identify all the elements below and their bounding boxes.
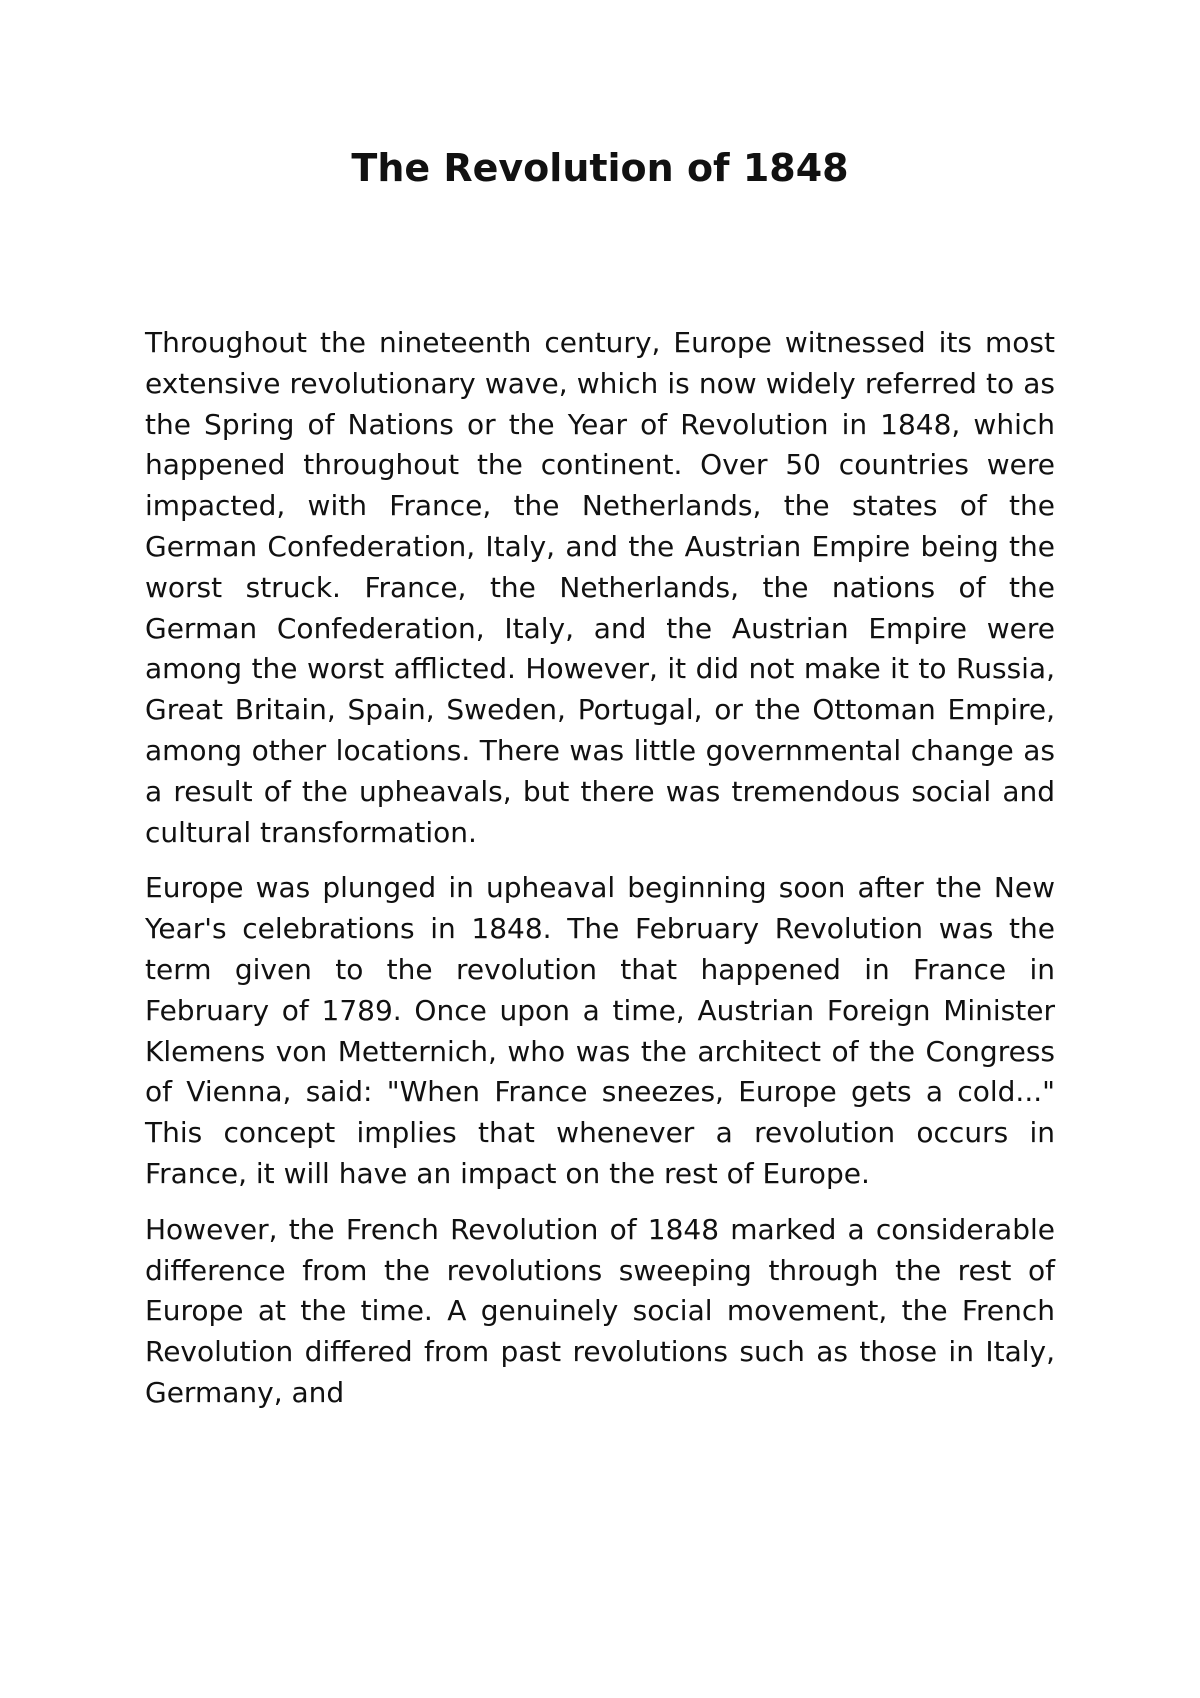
paragraph: Europe was plunged in upheaval beginning soon after the New Year's celebrations in 1848. The February Revolution was the term given to the revolution that happened in France in February of 1789. Once upon a time, Austrian Foreign Minister Klemens von Metternich, who was the architect of the Congress of Vienna, said: "When France sneezes, Europe gets a cold..." This concept implies that whenever a revolution occurs in France, it will have an impact on the rest of Europe. <box>145 871 1055 1190</box>
paragraph: Throughout the nineteenth century, Europe witnessed its most extensive revolutionary wave, which is now widely referred to as the Spring of Nations or the Year of Revolution in 1848, which happened throughout the continent. Over 50 countries were impacted, with France, the Netherlands, the states of the German Confederation, Italy, and the Austrian Empire being the worst struck. France, the Netherlands, the nations of the German Confederation, Italy, and the Austrian Empire were among the worst afflicted. However, it did not make it to Russia, Great Britain, Spain, Sweden, Portugal, or the Ottoman Empire, among other locations. There was little governmental change as a result of the upheavals, but there was tremendous social and cultural transformation. <box>145 326 1055 849</box>
document-title: The Revolution of 1848 <box>351 146 849 190</box>
document-body <box>145 323 1055 1429</box>
paragraph: However, the French Revolution of 1848 marked a considerable difference from the revolutions sweeping through the rest of Europe at the time. A genuinely social movement, the French Revolution differed from past revolutions such as those in Italy, Germany, and <box>145 1212 1055 1409</box>
